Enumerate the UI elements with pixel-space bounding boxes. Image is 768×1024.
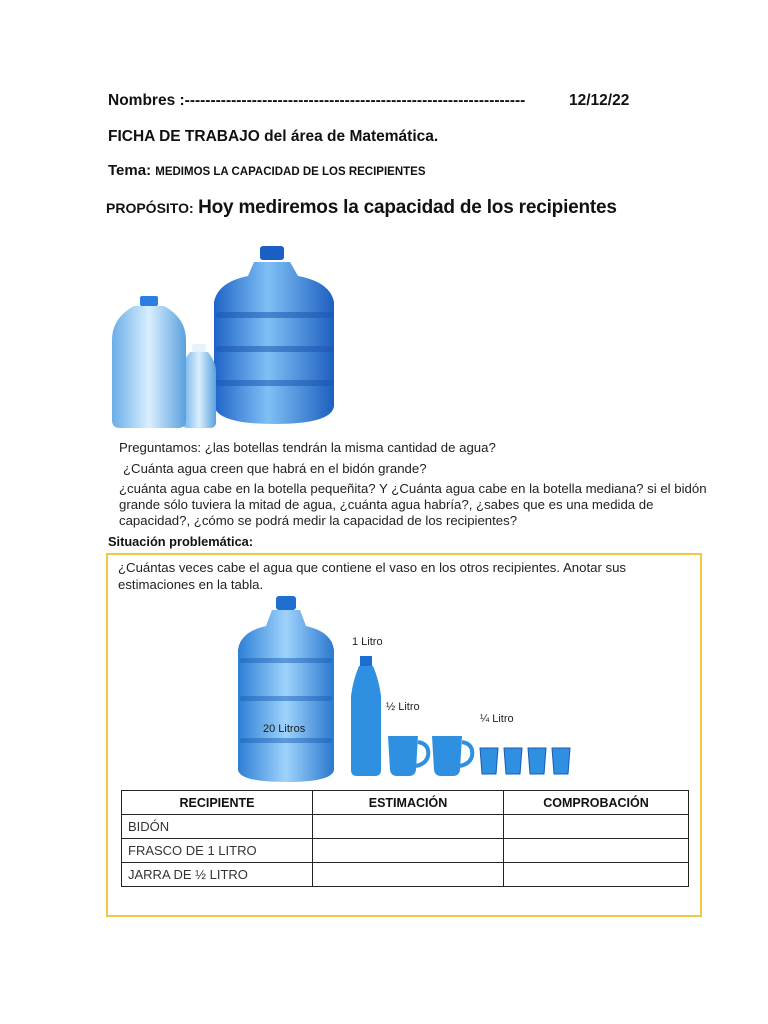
cup-2: [504, 748, 522, 774]
water-bottles-photo: [104, 240, 344, 430]
medium-bottle: [112, 306, 186, 428]
topic: [108, 162, 426, 179]
bottle-label: 1 Litro: [352, 636, 383, 648]
header-comprobacion: COMPROBACIÓN: [504, 791, 689, 815]
situation-text: ¿Cuántas veces cabe el agua que contiene el vaso en los otros recipientes. Anotar sus estimaciones en la tabla.: [118, 560, 627, 592]
row-comprobacion[interactable]: [504, 839, 689, 863]
table-row: [122, 863, 689, 887]
cup-3: [528, 748, 546, 774]
containers-illustration: [236, 592, 576, 786]
topic-value: MEDIMOS LA CAPACIDAD DE LOS RECIPIENTES: [155, 166, 426, 178]
small-bottle: [182, 352, 216, 428]
situation-title: Situación problemática:: [108, 534, 254, 549]
purpose: [106, 197, 617, 219]
row-recipiente: BIDÓN: [122, 815, 313, 839]
question-1: Preguntamos: ¿las botellas tendrán la misma cantidad de agua?: [119, 440, 496, 455]
row-estimacion[interactable]: [313, 815, 504, 839]
row-comprobacion[interactable]: [504, 815, 689, 839]
purpose-value: Hoy mediremos la capacidad de los recipientes: [198, 197, 617, 218]
row-comprobacion[interactable]: [504, 863, 689, 887]
big-jug: [214, 262, 334, 424]
bottle-1l: [351, 666, 381, 776]
worksheet-title: FICHA DE TRABAJO del área de Matemática.: [108, 128, 439, 145]
names-line: Nombres :------------------------------------------------------------------: [108, 92, 526, 109]
date: 12/12/22: [569, 92, 630, 109]
row-estimacion[interactable]: [313, 863, 504, 887]
medium-bottle-cap: [140, 296, 158, 306]
jug-half-liter-2: [432, 736, 472, 776]
jug-label: ½ Litro: [386, 701, 420, 713]
table-header-row: [122, 791, 689, 815]
table-row: [122, 815, 689, 839]
topic-label: Tema:: [108, 162, 152, 179]
question-3: ¿cuánta agua cabe en la botella pequeñita? Y ¿Cuánta agua cabe en la botella mediana? si el bidón grande sólo tuviera la mitad de agua, ¿cuánta agua habría?, ¿sabes que es una medida de capacidad?, ¿cómo se podrá medir la capacidad de los recipientes?: [119, 481, 707, 528]
big-jug-cap: [260, 246, 284, 260]
cup-4: [552, 748, 570, 774]
cup-label: ¼ Litro: [480, 713, 514, 725]
row-estimacion[interactable]: [313, 839, 504, 863]
row-recipiente: JARRA DE ½ LITRO: [122, 863, 313, 887]
header-estimacion: ESTIMACIÓN: [313, 791, 504, 815]
table-row: [122, 839, 689, 863]
estimation-table: [121, 790, 689, 887]
row-recipiente: FRASCO DE 1 LITRO: [122, 839, 313, 863]
question-2: ¿Cuánta agua creen que habrá en el bidón grande?: [123, 461, 427, 476]
bidon-label: 20 Litros: [263, 723, 306, 735]
bidon-cap: [276, 596, 296, 610]
cup-1: [480, 748, 498, 774]
jug-half-liter-1: [388, 736, 428, 776]
header-recipiente: RECIPIENTE: [122, 791, 313, 815]
purpose-label: PROPÓSITO:: [106, 200, 194, 216]
